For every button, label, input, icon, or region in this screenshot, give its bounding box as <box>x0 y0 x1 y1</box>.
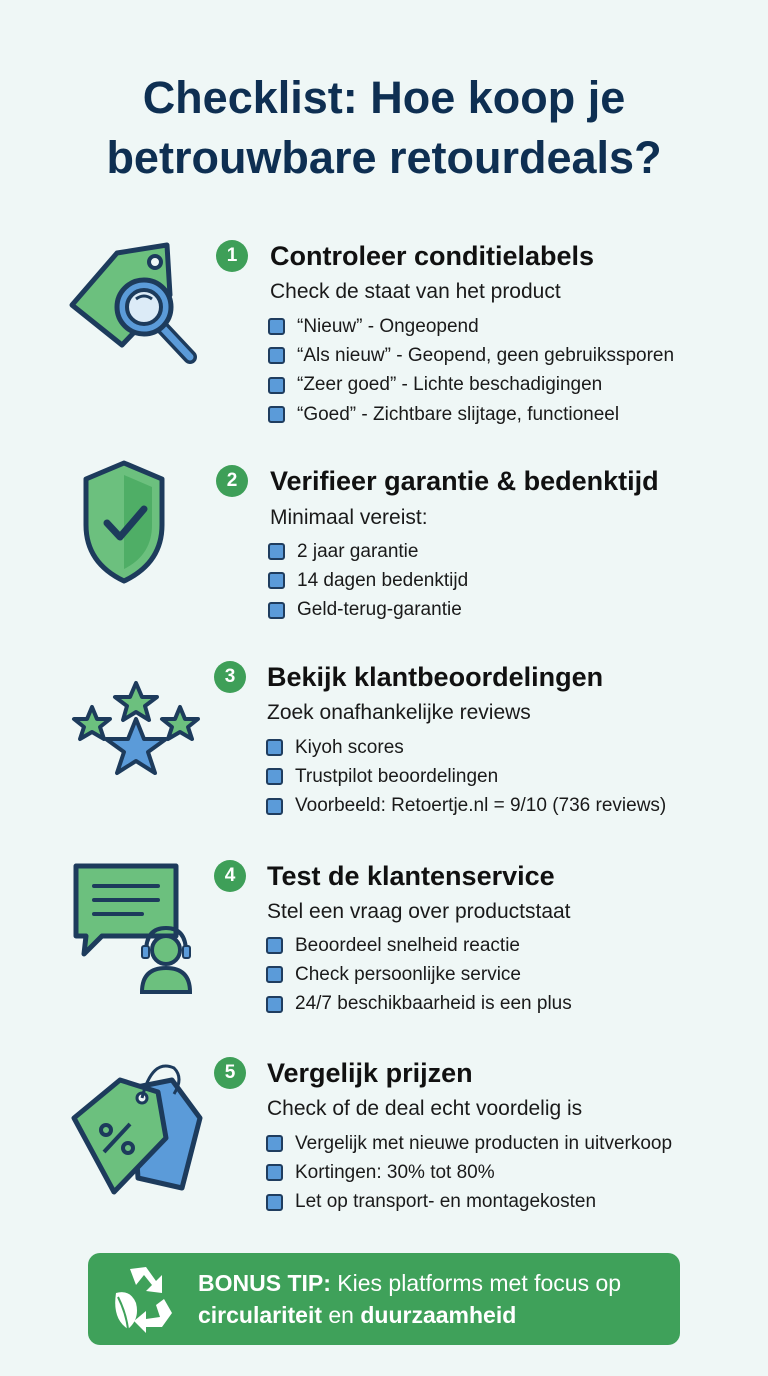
checklist-item[interactable] <box>266 931 572 960</box>
checklist <box>266 733 666 821</box>
item-text: “Nieuw” - Ongeopend <box>297 315 479 337</box>
checklist <box>266 931 572 1019</box>
item-text: Let op transport- en montagekosten <box>295 1191 597 1213</box>
checkbox[interactable] <box>268 347 285 364</box>
checkbox[interactable] <box>268 406 285 423</box>
checklist-item[interactable] <box>266 990 572 1019</box>
section-subtitle: Check of de deal echt voordelig is <box>267 1097 583 1120</box>
checkbox[interactable] <box>266 1135 283 1152</box>
item-text: Kiyoh scores <box>295 736 404 758</box>
checkbox[interactable] <box>266 768 283 785</box>
item-text: 2 jaar garantie <box>297 540 419 562</box>
item-text: “Goed” - Zichtbare slijtage, functioneel <box>297 403 620 425</box>
item-text: “Zeer goed” - Lichte beschadigingen <box>297 374 603 396</box>
recycle-leaf-icon <box>106 1263 178 1335</box>
section-subtitle: Stel een vraag over productstaat <box>267 900 571 923</box>
checklist-item[interactable] <box>266 733 666 762</box>
checklist-item[interactable] <box>266 762 666 791</box>
chat-support-icon <box>62 858 212 998</box>
step-badge: 2 <box>216 465 248 497</box>
item-text: Kortingen: 30% tot 80% <box>295 1161 495 1183</box>
price-tags-icon <box>62 1058 212 1198</box>
bonus-keyword: duurzaamheid <box>360 1302 517 1328</box>
step-badge: 3 <box>214 661 246 693</box>
checkbox[interactable] <box>266 966 283 983</box>
item-text: Vergelijk met nieuwe producten in uitverkoop <box>295 1132 673 1154</box>
section-subtitle: Minimaal vereist: <box>270 506 428 529</box>
checklist <box>268 312 674 429</box>
checklist-item[interactable] <box>266 960 572 989</box>
checkbox[interactable] <box>268 377 285 394</box>
bonus-text: Kies platforms met focus op <box>330 1270 622 1296</box>
checkbox[interactable] <box>266 996 283 1013</box>
section-heading: Bekijk klantbeoordelingen <box>267 662 604 692</box>
section-heading: Test de klantenservice <box>267 861 555 891</box>
step-badge: 1 <box>216 240 248 272</box>
checklist-item[interactable] <box>266 792 666 821</box>
step-badge: 5 <box>214 1057 246 1089</box>
bonus-tip-banner <box>88 1253 680 1345</box>
item-text: Beoordeel snelheid reactie <box>295 934 520 956</box>
page-title <box>0 68 768 188</box>
section-heading: Verifieer garantie & bedenktijd <box>270 466 659 496</box>
checklist-item[interactable] <box>266 1188 672 1217</box>
bonus-keyword: circulariteit <box>198 1302 322 1328</box>
section-heading: Vergelijk prijzen <box>267 1058 473 1088</box>
bonus-label: BONUS TIP: <box>198 1270 331 1296</box>
item-text: Voorbeeld: Retoertje.nl = 9/10 (736 reviews) <box>295 795 667 817</box>
stars-icon <box>62 675 212 815</box>
checklist <box>266 1129 672 1217</box>
checklist-item[interactable] <box>268 341 674 370</box>
checkbox[interactable] <box>268 602 285 619</box>
checkbox[interactable] <box>266 1164 283 1181</box>
checkbox[interactable] <box>266 1194 283 1211</box>
step-badge: 4 <box>214 860 246 892</box>
item-text: 14 dagen bedenktijd <box>297 569 469 591</box>
item-text: 24/7 beschikbaarheid is een plus <box>295 993 572 1015</box>
checklist-item[interactable] <box>268 537 468 566</box>
title-line-2: betrouwbare retourdeals? <box>106 132 662 183</box>
checklist-item[interactable] <box>266 1129 672 1158</box>
checklist <box>268 537 468 625</box>
checklist-item[interactable] <box>268 566 468 595</box>
checkbox[interactable] <box>266 739 283 756</box>
item-text: Trustpilot beoordelingen <box>295 765 499 787</box>
checklist-item[interactable] <box>266 1158 672 1187</box>
item-text: “Als nieuw” - Geopend, geen gebruikssporen <box>297 344 675 366</box>
checklist-item[interactable] <box>268 371 674 400</box>
bonus-tip-text <box>198 1267 621 1331</box>
checkbox[interactable] <box>266 937 283 954</box>
section-subtitle: Check de staat van het product <box>270 280 561 303</box>
title-line-1: Checklist: Hoe koop je <box>142 72 626 123</box>
item-text: Geld-terug-garantie <box>297 599 462 621</box>
checklist-item[interactable] <box>268 312 674 341</box>
checkbox[interactable] <box>266 798 283 815</box>
checklist-item[interactable] <box>268 596 468 625</box>
shield-check-icon <box>62 455 212 595</box>
section-subtitle: Zoek onafhankelijke reviews <box>267 701 531 724</box>
checkbox[interactable] <box>268 318 285 335</box>
checkbox[interactable] <box>268 572 285 589</box>
checklist-item[interactable] <box>268 400 674 429</box>
bonus-text: en <box>322 1302 361 1328</box>
item-text: Check persoonlijke service <box>295 963 521 985</box>
tag-magnifier-icon <box>62 235 212 375</box>
section-heading: Controleer conditielabels <box>270 241 595 271</box>
checkbox[interactable] <box>268 543 285 560</box>
